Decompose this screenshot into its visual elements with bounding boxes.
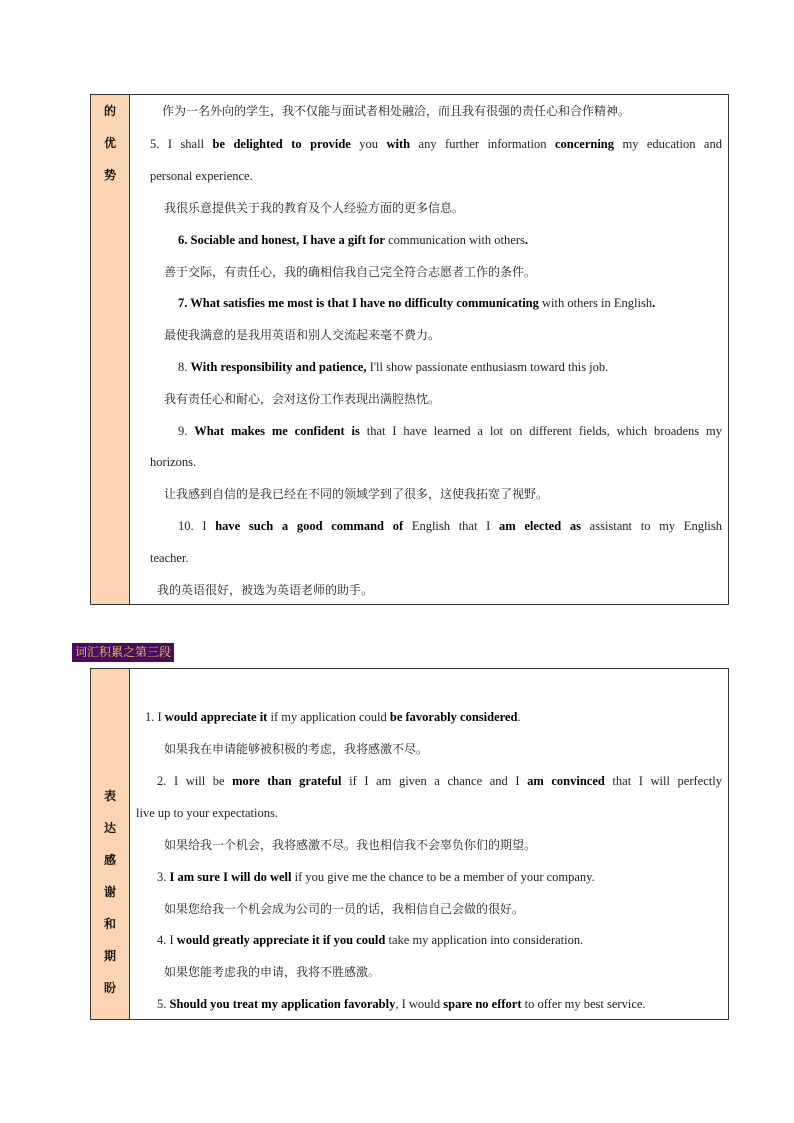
table-gratitude — [90, 668, 729, 1020]
strengths-line-en — [150, 549, 189, 567]
text-segment: if my application could — [267, 710, 390, 724]
bold-phrase: am convinced — [527, 774, 605, 788]
table-strengths — [90, 94, 729, 605]
bold-phrase: with — [386, 137, 411, 151]
gratitude-line-cn — [164, 900, 524, 918]
strengths-line-cn — [164, 485, 548, 503]
chinese-text: 我的英语很好，被选为英语老师的助手。 — [157, 583, 374, 597]
gratitude-line-en — [136, 804, 278, 822]
gratitude-line-cn — [164, 740, 428, 758]
strengths-line-en — [178, 422, 722, 440]
text-segment: 1. I — [145, 710, 165, 724]
strengths-line-en — [150, 453, 196, 471]
bold-phrase: I am sure I will do well — [169, 870, 292, 884]
chinese-text: 我有责任心和耐心，会对这份工作表现出满腔热忱。 — [164, 392, 441, 406]
strengths-line-cn — [157, 581, 373, 599]
side-char: 达 — [103, 821, 116, 835]
gratitude-line-en — [145, 708, 521, 726]
bold-phrase: What makes me confident is — [194, 424, 360, 438]
text-segment: teacher. — [150, 551, 189, 565]
bold-phrase: 7. What satisfies me most is that I have no difficulty communicating — [178, 296, 539, 310]
strengths-line-en — [178, 231, 528, 249]
strengths-line-en — [150, 135, 722, 153]
bold-phrase: be favorably considered — [389, 710, 518, 724]
strengths-line-en — [178, 358, 608, 376]
text-segment: 2. I will be — [157, 774, 233, 788]
bold-phrase: concerning — [554, 137, 615, 151]
text-segment: I'll show passionate enthusiasm toward this job. — [366, 360, 609, 374]
gratitude-line-en — [157, 772, 722, 790]
strengths-line-cn — [164, 199, 464, 217]
side-char: 和 — [103, 917, 116, 931]
text-segment: 10. I — [178, 519, 216, 533]
text-segment: 5. I shall — [150, 137, 213, 151]
bold-phrase: have such a good command of — [215, 519, 404, 533]
side-label-strengths — [91, 95, 130, 604]
text-segment: take my application into consideration. — [385, 933, 584, 947]
text-segment: live up to your expectations. — [136, 806, 278, 820]
chinese-text: 如果我在申请能够被积极的考虑，我将感激不尽。 — [164, 742, 429, 756]
bold-phrase: Should you treat my application favorably — [169, 997, 396, 1011]
strengths-content — [130, 95, 728, 604]
chinese-text: 作为一名外向的学生，我不仅能与面试者相处融洽，而且我有很强的责任心和合作精神。 — [162, 104, 631, 118]
text-segment: horizons. — [150, 455, 197, 469]
text-segment: . — [517, 710, 521, 724]
text-segment: communication with others — [384, 233, 525, 247]
strengths-line-en — [178, 294, 655, 312]
side-char: 感 — [103, 853, 116, 867]
gratitude-line-cn — [164, 963, 380, 981]
text-segment: 8. — [178, 360, 191, 374]
bold-phrase: more than grateful — [232, 774, 342, 788]
bold-phrase: be delighted to provide — [212, 137, 351, 151]
gratitude-line-en — [157, 995, 646, 1013]
bold-phrase: . — [524, 233, 528, 247]
chinese-text: 如果您能考虑我的申请，我将不胜感激 — [164, 965, 369, 979]
text-segment: that I will perfectly — [604, 774, 722, 788]
section-heading: 词汇积累之第三段 — [72, 643, 174, 662]
chinese-text: 让我感到自信的是我已经在不同的领域学到了很多，这使我拓宽了视野。 — [164, 487, 549, 501]
bold-phrase: With responsibility and patience, — [190, 360, 367, 374]
bold-phrase: would greatly appreciate it if you could — [176, 933, 386, 947]
strengths-line-cn — [164, 263, 536, 281]
strengths-line-cn — [164, 390, 440, 408]
side-char: 表 — [103, 789, 116, 803]
text-segment: 5. — [157, 997, 170, 1011]
side-char: 谢 — [103, 885, 116, 899]
text-segment: 3. — [157, 870, 170, 884]
chinese-text: 如果给我一个机会，我将感激不尽。我也相信我不会辜负你们的期望。 — [164, 838, 537, 852]
text-segment: assistant to my English — [580, 519, 722, 533]
chinese-text: 善于交际，有责任心，我的确相信我自己完全符合志愿者工作的条件。 — [164, 265, 537, 279]
text-segment: that I have learned a lot on different fields, which broadens my — [359, 424, 722, 438]
strengths-line-en — [178, 517, 722, 535]
text-segment: with others in English — [538, 296, 653, 310]
bold-phrase: am elected as — [499, 519, 581, 533]
strengths-line-cn — [162, 102, 722, 120]
text-segment: you — [350, 137, 387, 151]
side-char: 优 — [103, 136, 116, 150]
strengths-line-en — [150, 167, 253, 185]
gratitude-line-cn — [164, 836, 536, 854]
chinese-text: 我很乐意提供关于我的教育及个人经验方面的更多信息。 — [164, 201, 465, 215]
text-segment: personal experience. — [150, 169, 253, 183]
text-segment: 9. — [178, 424, 195, 438]
text-segment: if I am given a chance and I — [341, 774, 528, 788]
chinese-text: 如果您给我一个机会成为公司的一员的话，我相信自己会做的很好。 — [164, 902, 525, 916]
text-segment: any further information — [410, 137, 555, 151]
text-segment: 4. I — [157, 933, 177, 947]
text-segment: English that I — [403, 519, 500, 533]
text-segment: , I would — [395, 997, 444, 1011]
bold-phrase: would appreciate it — [164, 710, 268, 724]
side-char: 的 — [103, 104, 116, 118]
chinese-text-tail: 。 — [368, 965, 381, 979]
bold-phrase: . — [652, 296, 656, 310]
bold-phrase: spare no effort — [443, 997, 522, 1011]
gratitude-line-en — [157, 931, 583, 949]
side-char: 盼 — [103, 981, 116, 995]
text-segment: my education and — [614, 137, 722, 151]
gratitude-line-en — [157, 868, 595, 886]
side-label-gratitude — [91, 669, 130, 1019]
text-segment: if you give me the chance to be a member of your company. — [291, 870, 595, 884]
side-char: 期 — [103, 949, 116, 963]
gratitude-content — [130, 669, 728, 1019]
chinese-text: 最使我满意的是我用英语和别人交流起来毫不费力。 — [164, 328, 441, 342]
text-segment: to offer my best service. — [521, 997, 646, 1011]
bold-phrase: 6. Sociable and honest, I have a gift for — [178, 233, 385, 247]
side-char: 势 — [103, 168, 116, 182]
strengths-line-cn — [164, 326, 440, 344]
